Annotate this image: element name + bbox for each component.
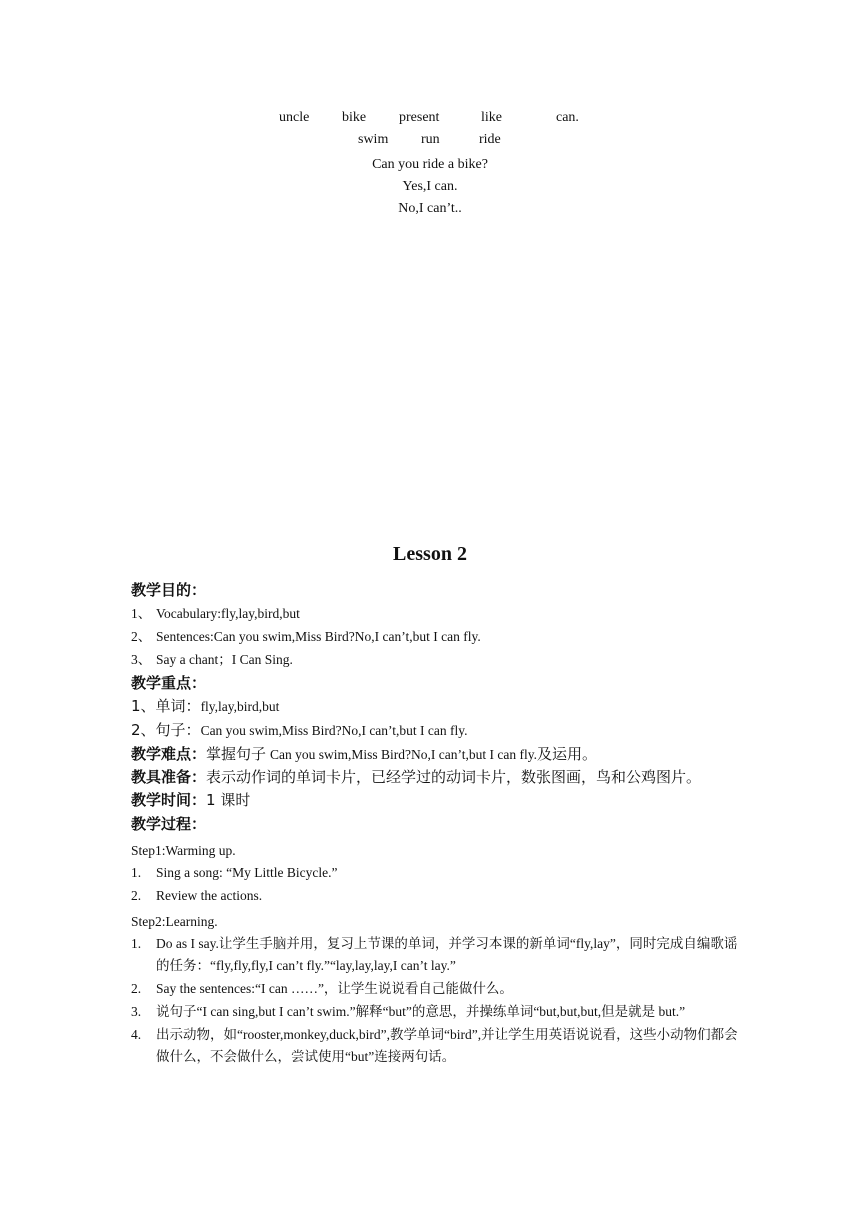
vocab-row-2 — [0, 132, 860, 154]
step1-item — [131, 885, 741, 907]
time-line — [131, 789, 741, 812]
key-point-item — [131, 719, 741, 743]
item-number: 1. — [131, 936, 142, 951]
difficulty-label: 教学难点： — [131, 745, 207, 763]
item-text: Sing a song: “My Little Bicycle.” — [156, 865, 338, 880]
tools-text: 表示动作词的单词卡片，已经学过的动词卡片，数张图画，鸟和公鸡图片。 — [206, 768, 702, 786]
vocab-row-1 — [0, 110, 860, 132]
time-label: 教学时间： — [131, 791, 207, 809]
objective-item — [131, 625, 741, 648]
vocabulary-block — [0, 110, 860, 154]
key-point-item — [131, 695, 741, 719]
item-number: 1、 — [131, 606, 152, 621]
vocab-word: can. — [556, 110, 579, 125]
vocab-word: like — [481, 110, 502, 125]
item-text: Do as I say.让学生手脑并用，复习上节课的单词，并学习本课的新单词“fly,lay”，同时完成自编歌谣的任务：“fly,fly,fly,I can’t fly.”“lay,lay,lay,I can’t lay.” — [156, 936, 738, 973]
item-number: 2、 — [131, 629, 152, 644]
item-text: Vocabulary:fly,lay,bird,but — [156, 606, 300, 621]
vocab-word: present — [399, 110, 440, 125]
item-number: 4. — [131, 1027, 142, 1042]
lesson-title: Lesson 2 — [393, 543, 467, 565]
step2-item — [131, 978, 741, 1000]
vocab-word: swim — [358, 132, 389, 147]
step2-item — [131, 1024, 741, 1068]
item-text: Say a chant；I Can Sing. — [156, 652, 293, 667]
item-label: 单词： — [155, 697, 201, 715]
item-number: 3. — [131, 1004, 142, 1019]
step2-item — [131, 933, 741, 977]
step1-title: Step1:Warming up. — [131, 843, 236, 858]
item-text: Review the actions. — [156, 888, 263, 903]
difficulty-suffix: 及运用。 — [537, 745, 598, 763]
key-points-heading: 教学重点： — [131, 674, 207, 692]
item-text: Sentences:Can you swim,Miss Bird?No,I can’t,but I can fly. — [156, 629, 481, 644]
question-sentence: Can you ride a bike? — [372, 157, 488, 172]
tools-line — [131, 766, 741, 789]
item-text: 出示动物，如“rooster,monkey,duck,bird”,教学单词“bird”,并让学生用英语说说看，这些小动物们都会做什么，不会做什么，尝试使用“but”连接两句话。 — [156, 1027, 738, 1064]
process-heading: 教学过程： — [131, 815, 207, 833]
item-number: 3、 — [131, 652, 152, 667]
step1-item — [131, 862, 741, 884]
item-number: 2、 — [131, 721, 156, 739]
item-number: 2. — [131, 888, 142, 903]
item-text: fly,lay,bird,but — [200, 699, 280, 714]
step2-title: Step2:Learning. — [131, 914, 218, 929]
item-number: 1. — [131, 865, 142, 880]
objectives-heading: 教学目的： — [131, 581, 207, 599]
vocab-word: bike — [342, 110, 367, 125]
difficulty-sentence: Can you swim,Miss Bird?No,I can’t,but I can fly. — [270, 747, 537, 762]
difficulty-line — [131, 743, 741, 766]
step2-item — [131, 1001, 741, 1023]
item-text: 说句子“I can sing,but I can’t swim.”解释“but”的意思，并操练单词“but,but,but,但是就是 but.” — [156, 1004, 686, 1019]
vocab-word: uncle — [279, 110, 310, 125]
item-text: Say the sentences:“I can ……”，让学生说说看自己能做什么。 — [156, 981, 513, 996]
vocab-word: run — [421, 132, 440, 147]
difficulty-text: 掌握句子 — [206, 745, 267, 763]
item-text: Can you swim,Miss Bird?No,I can’t,but I can fly. — [200, 723, 468, 738]
objective-item — [131, 648, 741, 671]
item-number: 2. — [131, 981, 142, 996]
item-number: 1、 — [131, 697, 156, 715]
vocab-word: ride — [479, 132, 501, 147]
answer-yes: Yes,I can. — [402, 179, 458, 194]
item-label: 句子： — [155, 721, 201, 739]
objective-item — [131, 602, 741, 625]
time-text: 1 课时 — [206, 791, 251, 809]
tools-label: 教具准备： — [131, 768, 207, 786]
sentence-block — [0, 154, 860, 220]
lesson-body — [131, 578, 741, 1069]
answer-no: No,I can’t.. — [398, 201, 462, 216]
